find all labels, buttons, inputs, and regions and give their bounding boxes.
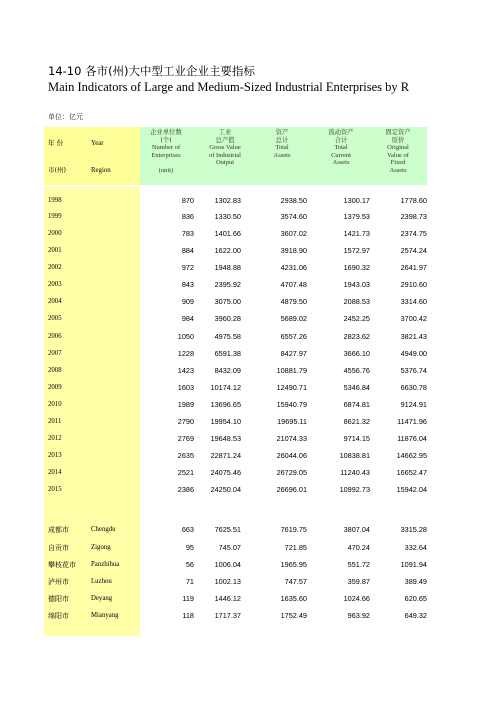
cell-gross-output: 13696.65 xyxy=(210,400,241,409)
col-header-fixed-assets xyxy=(372,129,424,175)
table-row xyxy=(44,228,427,240)
table-row xyxy=(44,559,427,571)
cell-current-assets: 1943.03 xyxy=(343,280,370,289)
cell-enterprises: 2635 xyxy=(177,451,194,460)
col2-en: Gross Value xyxy=(209,144,241,152)
cell-total-assets: 3607.02 xyxy=(280,229,307,238)
col1-cn: 企业单位数 xyxy=(150,129,182,136)
cell-gross-output: 1401.66 xyxy=(214,229,241,238)
row-city-cn: 成都市 xyxy=(48,526,69,534)
cell-fixed-assets: 649.32 xyxy=(404,611,427,620)
cell-enterprises: 984 xyxy=(181,314,194,323)
row-year: 2002 xyxy=(48,264,62,271)
cell-gross-output: 1948.88 xyxy=(214,263,241,272)
col5-cn: 固定资产 xyxy=(385,129,411,136)
cell-gross-output: 22871.24 xyxy=(210,451,241,460)
cell-fixed-assets: 1091.94 xyxy=(400,560,427,569)
cell-current-assets: 1421.73 xyxy=(343,229,370,238)
cell-total-assets: 1965.95 xyxy=(280,560,307,569)
cell-current-assets: 2088.53 xyxy=(343,297,370,306)
cell-gross-output: 1446.12 xyxy=(214,594,241,603)
cell-current-assets: 470.24 xyxy=(347,543,370,552)
cell-gross-output: 10174.12 xyxy=(210,383,241,392)
header-label-band xyxy=(44,127,140,185)
cell-current-assets: 1300.17 xyxy=(343,196,370,205)
cell-enterprises: 119 xyxy=(182,594,194,603)
row-city-en: Chengdu xyxy=(91,526,116,533)
cell-current-assets: 6874.81 xyxy=(343,400,370,409)
row-year: 2010 xyxy=(48,401,62,408)
cell-total-assets: 7619.75 xyxy=(280,525,307,534)
cell-total-assets: 747.57 xyxy=(284,577,307,586)
cell-gross-output: 1622.00 xyxy=(214,246,241,255)
cell-gross-output: 3960.28 xyxy=(214,314,241,323)
col1-en2: Enterprises xyxy=(151,151,181,159)
cell-fixed-assets: 2398.73 xyxy=(400,212,427,221)
cell-gross-output: 1302.83 xyxy=(214,196,241,205)
cell-current-assets: 359.87 xyxy=(347,577,370,586)
cell-fixed-assets: 620.65 xyxy=(404,594,427,603)
page-title-en: Main Indicators of Large and Medium-Sized Industrial Enterprises by R xyxy=(48,80,410,94)
cell-gross-output: 1717.37 xyxy=(214,611,241,620)
row-year: 2012 xyxy=(48,435,62,442)
cell-total-assets: 10881.79 xyxy=(276,366,307,375)
cell-total-assets: 1635.60 xyxy=(280,594,307,603)
col5-en3: Fixed xyxy=(390,159,406,167)
cell-current-assets: 3807.04 xyxy=(343,525,370,534)
col5-en4: Assets xyxy=(389,166,407,174)
cell-fixed-assets: 16652.47 xyxy=(396,468,427,477)
cell-total-assets: 721.85 xyxy=(284,543,307,552)
cell-fixed-assets: 2574.24 xyxy=(400,246,427,255)
header-region-en: Region xyxy=(91,167,111,174)
cell-fixed-assets: 11471.96 xyxy=(397,417,427,426)
cell-current-assets: 1690.32 xyxy=(343,263,370,272)
col2-en3: Output xyxy=(215,159,235,167)
col-header-current-assets xyxy=(315,129,367,167)
col4-en: Total xyxy=(334,144,348,152)
cell-gross-output: 6591.38 xyxy=(214,349,241,358)
cell-gross-output: 24075.46 xyxy=(210,468,241,477)
col4-cn: 流动资产 xyxy=(328,129,354,136)
cell-current-assets: 10838.81 xyxy=(339,451,370,460)
cell-enterprises: 118 xyxy=(182,611,194,620)
cell-total-assets: 3574.60 xyxy=(280,212,307,221)
cell-current-assets: 551.72 xyxy=(347,560,370,569)
header-year-cn: 年 份 xyxy=(48,139,64,147)
cell-total-assets: 6557.26 xyxy=(280,332,307,341)
col2-cn2: 总产值 xyxy=(215,136,235,144)
row-year: 2006 xyxy=(48,333,62,340)
table-row xyxy=(44,245,427,257)
row-city-en: Mianyang xyxy=(91,612,119,619)
table-row xyxy=(44,313,427,325)
cell-total-assets: 26696.01 xyxy=(276,485,307,494)
cell-current-assets: 3666.10 xyxy=(343,349,370,358)
cell-fixed-assets: 389.49 xyxy=(404,577,427,586)
cell-enterprises: 1603 xyxy=(177,383,194,392)
col1-unit: (unit) xyxy=(158,167,174,175)
cell-fixed-assets: 2374.75 xyxy=(400,229,427,238)
col2-cn: 工业 xyxy=(218,129,232,136)
cell-fixed-assets: 3821.43 xyxy=(400,332,427,341)
col-header-total-assets xyxy=(256,129,308,159)
cell-total-assets: 15940.79 xyxy=(276,400,307,409)
row-year: 2008 xyxy=(48,367,62,374)
table-row xyxy=(44,433,427,445)
cell-current-assets: 963.92 xyxy=(347,611,370,620)
cell-gross-output: 8432.09 xyxy=(214,366,241,375)
cell-total-assets: 26044.06 xyxy=(276,451,307,460)
cell-enterprises: 843 xyxy=(181,280,194,289)
cell-gross-output: 3075.00 xyxy=(214,297,241,306)
cell-enterprises: 909 xyxy=(181,297,194,306)
cell-total-assets: 1752.49 xyxy=(280,611,307,620)
col3-en: Total xyxy=(275,144,289,152)
table-row xyxy=(44,524,427,536)
cell-enterprises: 884 xyxy=(181,246,194,255)
cell-current-assets: 5346.84 xyxy=(343,383,370,392)
cell-fixed-assets: 1778.60 xyxy=(400,196,427,205)
row-city-cn: 绵阳市 xyxy=(48,612,69,620)
col3-cn: 资产 xyxy=(275,129,289,136)
cell-total-assets: 3918.90 xyxy=(280,246,307,255)
cell-enterprises: 1989 xyxy=(177,400,194,409)
row-year: 2001 xyxy=(48,247,62,254)
row-year: 2013 xyxy=(48,452,62,459)
table-row xyxy=(44,593,427,605)
cell-gross-output: 4975.58 xyxy=(214,332,241,341)
row-city-cn: 攀枝花市 xyxy=(48,561,76,569)
col5-en: Original xyxy=(387,144,409,152)
table-row xyxy=(44,484,427,496)
cell-enterprises: 783 xyxy=(181,229,194,238)
row-year: 2004 xyxy=(48,298,62,305)
table-row xyxy=(44,399,427,411)
cell-enterprises: 972 xyxy=(181,263,194,272)
row-year: 2009 xyxy=(48,384,62,391)
col5-en2: Value of xyxy=(387,151,409,159)
cell-current-assets: 2452.25 xyxy=(343,314,370,323)
row-year: 1999 xyxy=(48,213,62,220)
cell-current-assets: 1379.53 xyxy=(343,212,370,221)
cell-total-assets: 2938.50 xyxy=(280,196,307,205)
cell-enterprises: 2769 xyxy=(177,434,194,443)
table-row xyxy=(44,450,427,462)
cell-total-assets: 8427.97 xyxy=(280,349,307,358)
header-region-cn: 市(州) xyxy=(48,166,67,174)
cell-total-assets: 21074.33 xyxy=(276,434,307,443)
table-row xyxy=(44,296,427,308)
cell-gross-output: 19954.10 xyxy=(210,417,241,426)
cell-enterprises: 2790 xyxy=(177,417,194,426)
table-row xyxy=(44,576,427,588)
col2-en2: of Industrial xyxy=(209,151,241,159)
cell-current-assets: 1024.66 xyxy=(343,594,370,603)
cell-enterprises: 1228 xyxy=(177,349,194,358)
col4-cn2: 合计 xyxy=(334,136,348,144)
table-row xyxy=(44,365,427,377)
cell-fixed-assets: 11876.04 xyxy=(397,434,427,443)
row-city-cn: 自贡市 xyxy=(48,544,69,552)
cell-current-assets: 11240.43 xyxy=(340,468,370,477)
table-row xyxy=(44,382,427,394)
cell-fixed-assets: 15942.04 xyxy=(396,485,427,494)
col5-cn2: 原价 xyxy=(391,136,405,144)
cell-current-assets: 9714.15 xyxy=(343,434,370,443)
cell-fixed-assets: 9124.91 xyxy=(400,400,427,409)
table-row xyxy=(44,610,427,622)
row-city-en: Luzhou xyxy=(91,578,112,585)
cell-total-assets: 4879.50 xyxy=(280,297,307,306)
row-city-cn: 泸州市 xyxy=(48,578,69,586)
row-year: 2011 xyxy=(48,418,62,425)
col3-en2: Assets xyxy=(273,151,291,159)
cell-enterprises: 2521 xyxy=(177,468,194,477)
table-row xyxy=(44,211,427,223)
table-row xyxy=(44,542,427,554)
row-year: 2005 xyxy=(48,315,62,322)
cell-enterprises: 2386 xyxy=(177,485,194,494)
cell-total-assets: 4231.06 xyxy=(280,263,307,272)
col4-en3: Assets xyxy=(332,159,350,167)
row-city-en: Panzhihua xyxy=(91,561,120,568)
col-header-gross-output xyxy=(199,129,251,167)
cell-enterprises: 1050 xyxy=(177,332,194,341)
table-row xyxy=(44,279,427,291)
cell-gross-output: 7625.51 xyxy=(214,525,241,534)
row-city-en: Zigong xyxy=(91,544,111,551)
col1-en: Number of xyxy=(151,144,181,152)
unit-label: 单位：亿元 xyxy=(48,113,83,121)
cell-fixed-assets: 3315.28 xyxy=(400,525,427,534)
cell-current-assets: 8621.32 xyxy=(343,417,370,426)
row-city-en: Deyang xyxy=(91,595,113,602)
cell-fixed-assets: 3314.60 xyxy=(400,297,427,306)
cell-enterprises: 71 xyxy=(185,577,194,586)
cell-enterprises: 56 xyxy=(185,560,194,569)
table-row xyxy=(44,467,427,479)
cell-current-assets: 1572.97 xyxy=(343,246,370,255)
cell-current-assets: 2823.62 xyxy=(343,332,370,341)
row-year: 1998 xyxy=(48,197,62,204)
table-row xyxy=(44,195,427,207)
cell-enterprises: 95 xyxy=(185,543,194,552)
col1-cn2: (个) xyxy=(160,136,172,144)
table-row xyxy=(44,348,427,360)
cell-current-assets: 4556.76 xyxy=(343,366,370,375)
cell-enterprises: 870 xyxy=(181,196,194,205)
cell-total-assets: 19695.11 xyxy=(277,417,307,426)
cell-gross-output: 1330.50 xyxy=(214,212,241,221)
cell-gross-output: 19648.53 xyxy=(210,434,241,443)
cell-current-assets: 10992.73 xyxy=(339,485,370,494)
table-row xyxy=(44,416,427,428)
cell-gross-output: 745.07 xyxy=(218,543,241,552)
cell-fixed-assets: 2910.60 xyxy=(400,280,427,289)
row-year: 2007 xyxy=(48,350,62,357)
table-row xyxy=(44,262,427,274)
cell-enterprises: 1423 xyxy=(177,366,194,375)
cell-fixed-assets: 5376.74 xyxy=(400,366,427,375)
cell-fixed-assets: 14662.95 xyxy=(396,451,427,460)
cell-total-assets: 5689.02 xyxy=(280,314,307,323)
row-year: 2000 xyxy=(48,230,62,237)
row-year: 2015 xyxy=(48,486,62,493)
cell-gross-output: 1006.04 xyxy=(214,560,241,569)
cell-gross-output: 1002.13 xyxy=(214,577,241,586)
col3-cn2: 总计 xyxy=(275,136,289,144)
cell-total-assets: 12490.71 xyxy=(276,383,307,392)
cell-gross-output: 2395.92 xyxy=(214,280,241,289)
table-row xyxy=(44,331,427,343)
col4-en2: Current xyxy=(331,151,351,159)
cell-enterprises: 663 xyxy=(181,525,194,534)
row-city-cn: 德阳市 xyxy=(48,595,69,603)
header-year-en: Year xyxy=(91,140,104,147)
cell-fixed-assets: 3700.42 xyxy=(400,314,427,323)
cell-gross-output: 24250.04 xyxy=(210,485,241,494)
cell-total-assets: 4707.48 xyxy=(280,280,307,289)
cell-fixed-assets: 2641.97 xyxy=(400,263,427,272)
col-header-enterprises xyxy=(140,129,192,175)
row-year: 2014 xyxy=(48,469,62,476)
cell-fixed-assets: 4949.00 xyxy=(400,349,427,358)
cell-enterprises: 836 xyxy=(181,212,194,221)
cell-fixed-assets: 332.64 xyxy=(404,543,427,552)
cell-total-assets: 26729.05 xyxy=(276,468,307,477)
row-year: 2003 xyxy=(48,281,62,288)
cell-fixed-assets: 6630.78 xyxy=(400,383,427,392)
page-title-cn: 14-10 各市(州)大中型工业企业主要指标 xyxy=(48,64,256,78)
